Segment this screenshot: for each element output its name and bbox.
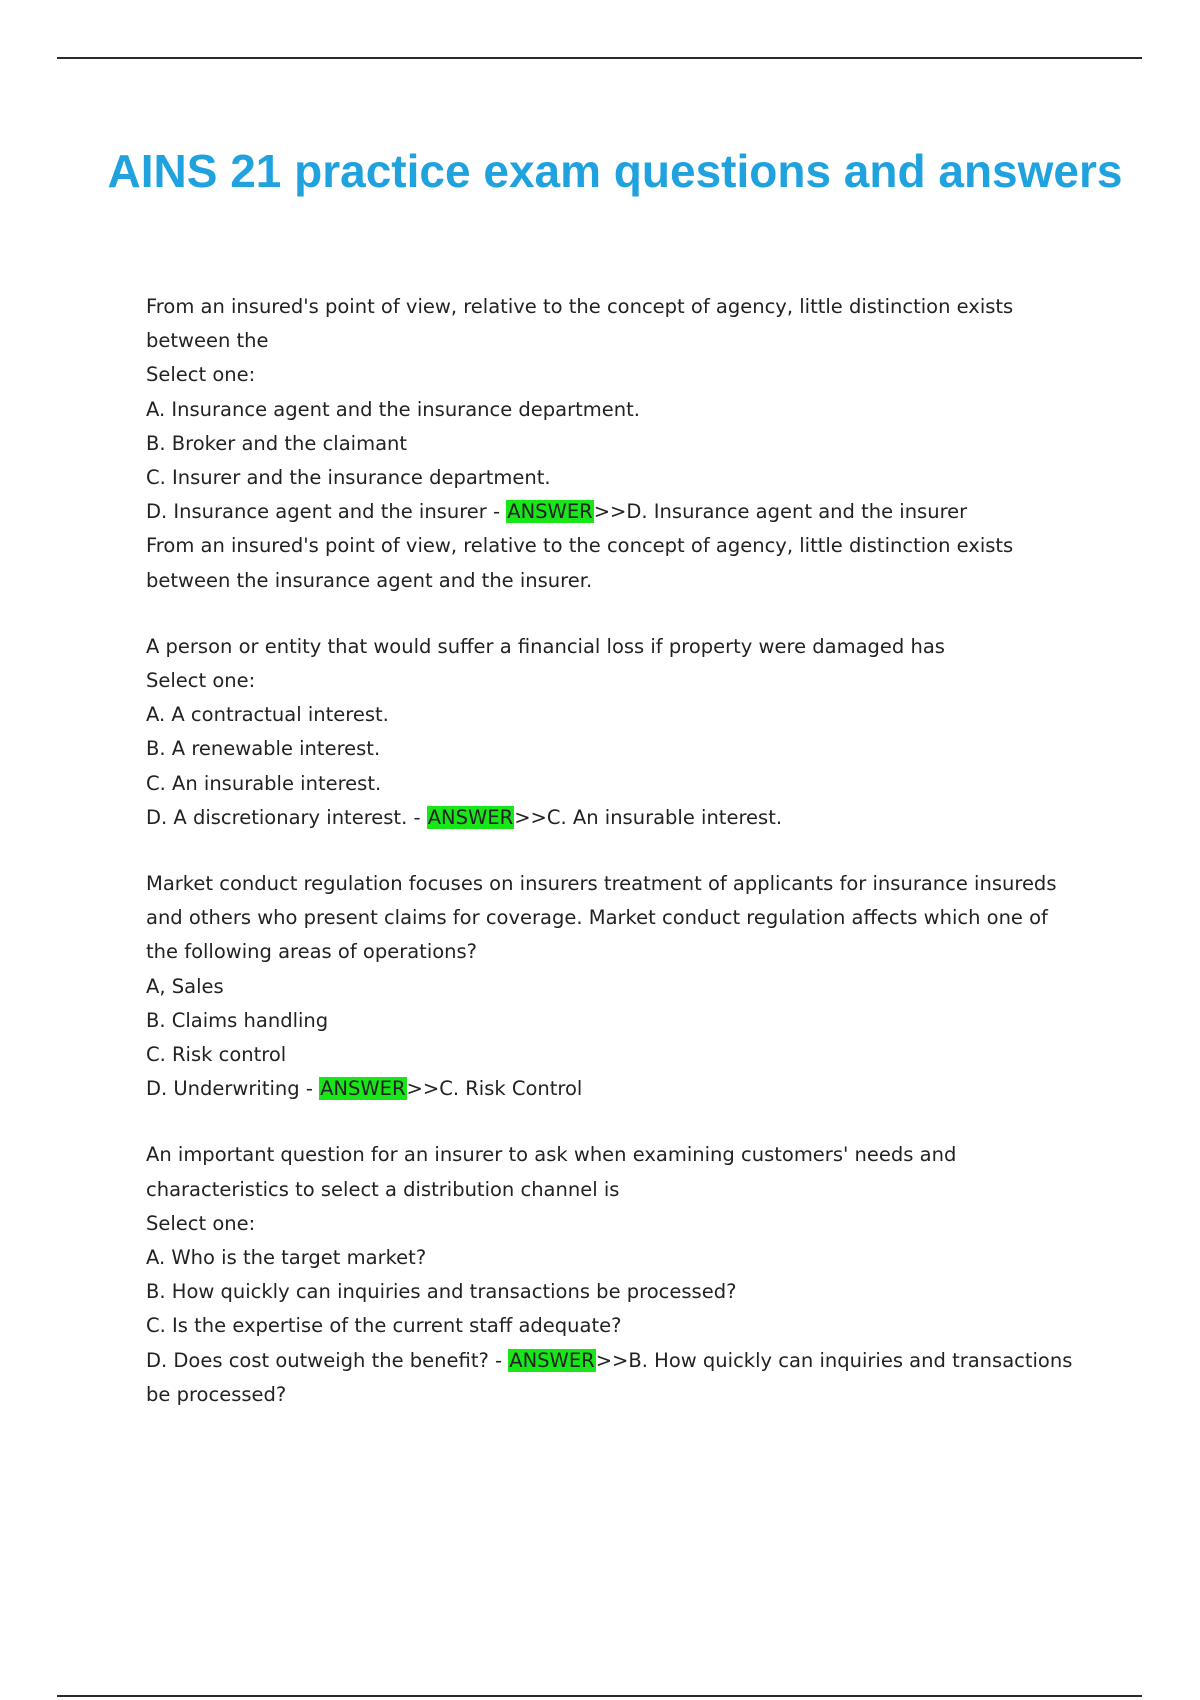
option-b: B. How quickly can inquiries and transactions be processed? bbox=[146, 1280, 737, 1304]
option-b: B. Claims handling bbox=[146, 1008, 329, 1032]
option-d-with-answer bbox=[146, 1344, 1076, 1412]
option-d-with-answer bbox=[146, 801, 1076, 835]
question-text: An important question for an insurer to ask when examining customers' needs and characteristics to select a distribution channel is bbox=[146, 1143, 957, 1201]
option-c: C. An insurable interest. bbox=[146, 771, 382, 795]
answer-highlight: ANSWER bbox=[427, 805, 514, 829]
answer-highlight: ANSWER bbox=[509, 1348, 595, 1372]
question-block-3 bbox=[146, 867, 1076, 1106]
option-c: C. Is the expertise of the current staff adequate? bbox=[146, 1314, 622, 1338]
option-b: B. A renewable interest. bbox=[146, 737, 381, 761]
option-b: B. Broker and the claimant bbox=[146, 431, 408, 455]
answer-explanation: From an insured's point of view, relative to the concept of agency, little distinction exists between the insurance agent and the insurer. bbox=[146, 534, 1014, 592]
question-text: From an insured's point of view, relative to the concept of agency, little distinction exists between the bbox=[146, 295, 1014, 353]
option-a: A. Insurance agent and the insurance department. bbox=[146, 397, 640, 421]
question-block-4 bbox=[146, 1138, 1076, 1412]
question-text: Market conduct regulation focuses on insurers treatment of applicants for insurance insureds and others who present claims for coverage. Market conduct regulation affects which one of the following areas of operations? bbox=[146, 872, 1057, 964]
option-d: D. Does cost outweigh the benefit? - bbox=[146, 1348, 509, 1372]
answer-highlight: ANSWER bbox=[507, 500, 593, 524]
option-a: A, Sales bbox=[146, 974, 224, 998]
answer-text: >>D. Insurance agent and the insurer bbox=[593, 500, 968, 524]
option-d: D. Insurance agent and the insurer - bbox=[146, 500, 507, 524]
question-text: A person or entity that would suffer a financial loss if property were damaged has bbox=[146, 634, 945, 658]
bottom-divider bbox=[57, 1695, 1142, 1697]
option-d: D. Underwriting - bbox=[146, 1077, 320, 1101]
document-body bbox=[146, 290, 1076, 1412]
answer-text: >>C. An insurable interest. bbox=[514, 805, 783, 829]
question-block-1 bbox=[146, 290, 1076, 598]
select-one-label: Select one: bbox=[146, 669, 256, 693]
option-d-with-answer bbox=[146, 1072, 1076, 1106]
option-a: A. Who is the target market? bbox=[146, 1246, 427, 1270]
answer-text: >>C. Risk Control bbox=[406, 1077, 583, 1101]
answer-highlight: ANSWER bbox=[320, 1077, 406, 1101]
option-d-with-answer bbox=[146, 495, 1076, 529]
answer-text: >>B. How quickly can inquiries and transactions be processed? bbox=[146, 1348, 1073, 1406]
top-divider bbox=[57, 57, 1142, 59]
option-d: D. A discretionary interest. - bbox=[146, 805, 427, 829]
select-one-label: Select one: bbox=[146, 363, 256, 387]
option-a: A. A contractual interest. bbox=[146, 703, 389, 727]
question-block-2 bbox=[146, 630, 1076, 835]
select-one-label: Select one: bbox=[146, 1211, 256, 1235]
option-c: C. Insurer and the insurance department. bbox=[146, 466, 551, 490]
option-c: C. Risk control bbox=[146, 1043, 287, 1067]
document-title: AINS 21 practice exam questions and answers bbox=[107, 145, 1123, 197]
